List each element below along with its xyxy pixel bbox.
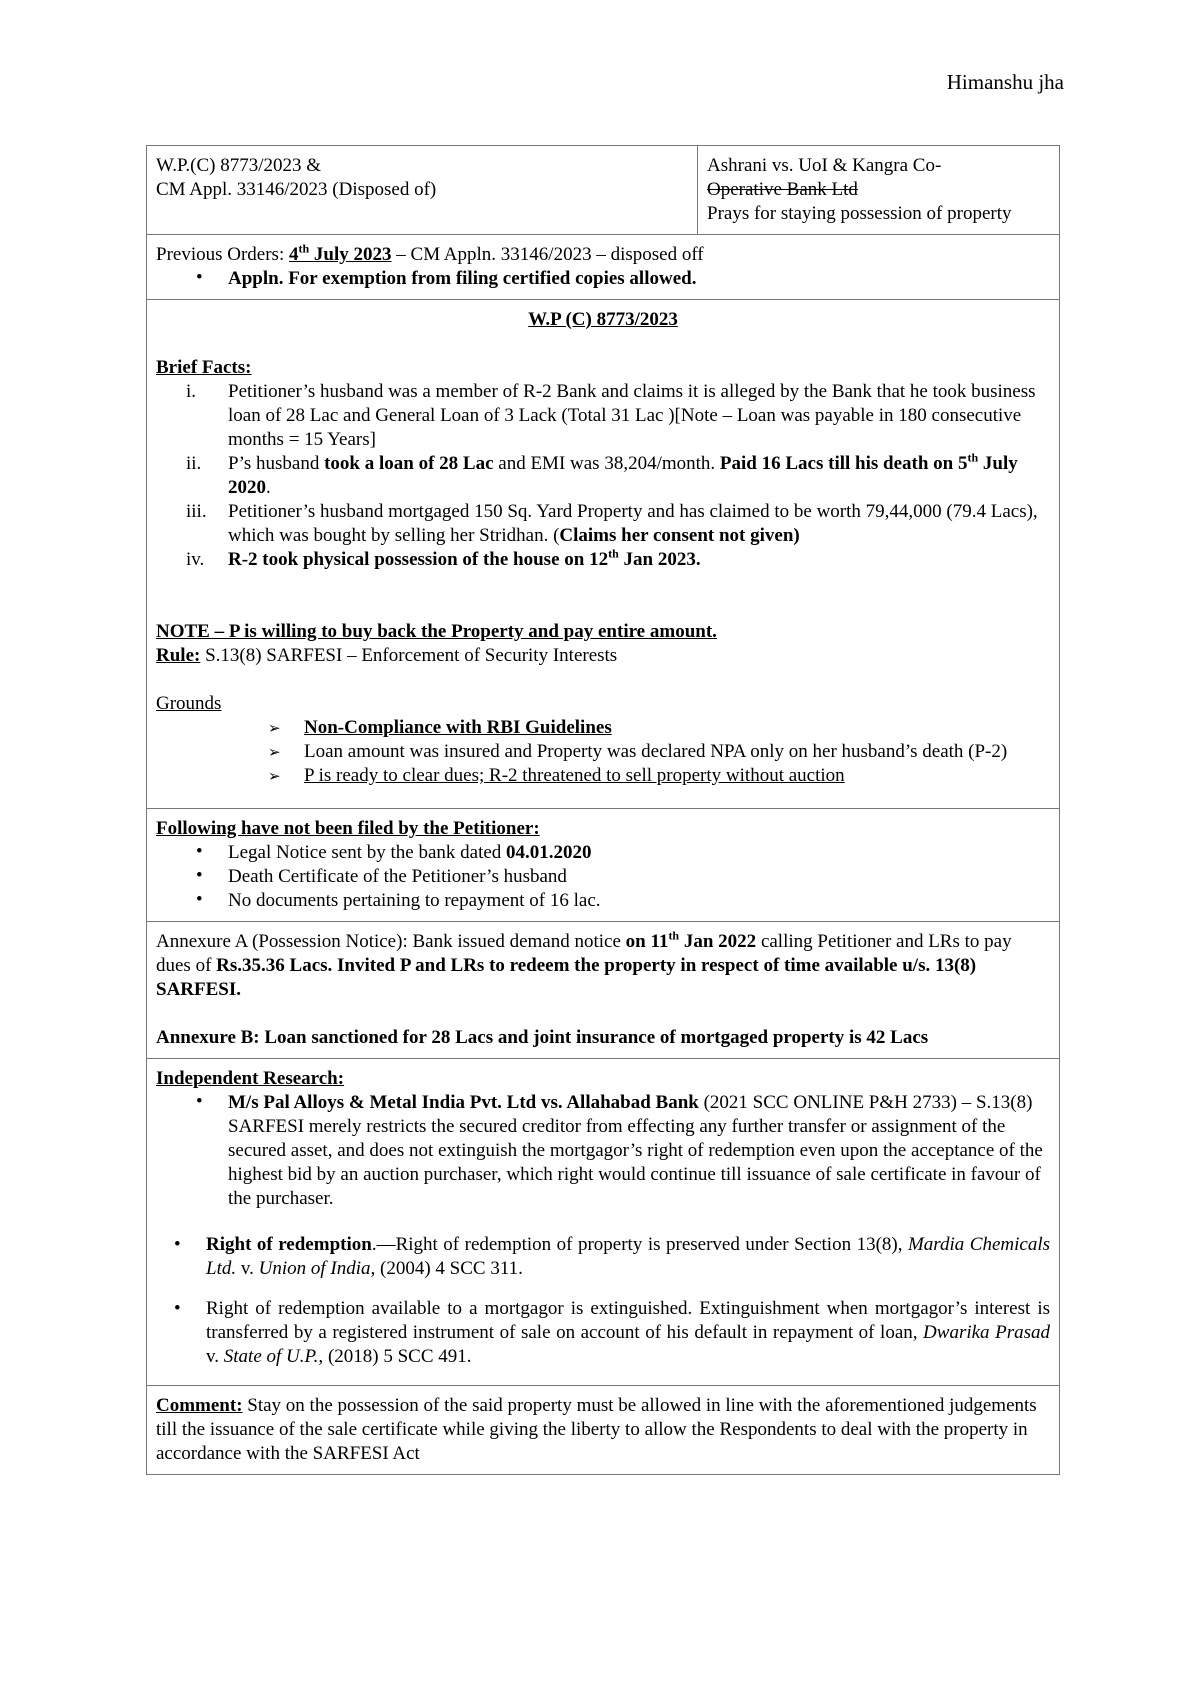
not-filed-row: [147, 809, 1060, 922]
facts-list: [156, 380, 1050, 572]
previous-orders-list: [156, 267, 1050, 291]
redemption-list: [156, 1233, 1050, 1369]
list-item: • No documents pertaining to repayment of 16 lac.: [196, 889, 1050, 913]
author-name: Himanshu jha: [946, 70, 1064, 94]
previous-orders-label: Previous Orders:: [156, 244, 285, 265]
comment-row: [147, 1386, 1060, 1475]
grounds-list: [156, 716, 1050, 788]
previous-orders-date: 4th July 2023: [288, 241, 392, 265]
research-row: [147, 1059, 1060, 1386]
list-item: iii. Petitioner’s husband mortgaged 150 Sq. Yard Property and has claimed to be worth 79,44,000 (79.4 Lacs), which was bought by selling her Stridhan. (Claims her consent not given): [186, 501, 1038, 546]
comment-text: Comment: Stay on the possession of the said property must be allowed in line with the aforementioned judgements till the issuance of the sale certificate while giving the liberty to allow the Respondents to deal with the property in accordance with the SARFESI Act: [156, 1395, 1037, 1464]
parties-cell: [698, 146, 1060, 235]
not-filed-cell: [147, 809, 1060, 922]
list-item: • Legal Notice sent by the bank dated 04.01.2020: [196, 841, 1050, 865]
list-item: ➢ P is ready to clear dues; R-2 threatened to sell property without auction: [268, 764, 1050, 788]
research-title: Independent Research:: [156, 1068, 345, 1089]
case-number-cell: [147, 146, 698, 235]
annexure-a: Annexure A (Possession Notice): Bank issued demand notice on 11th Jan 2022 calling Petitioner and LRs to pay dues of Rs.35.36 Lacs. Invited P and LRs to redeem the property in respect of time available u/s. 13(8) SARFESI.: [156, 928, 1012, 1000]
brief-facts-label: Brief Facts:: [156, 357, 252, 378]
prayer-text: Prays for staying possession of property: [707, 203, 1012, 224]
header-row: [147, 146, 1060, 235]
case-brief-table: [146, 145, 1060, 1475]
annexures-row: [147, 922, 1060, 1059]
list-item: • M/s Pal Alloys & Metal India Pvt. Ltd vs. Allahabad Bank (2021 SCC ONLINE P&H 2733) – S.13(8) SARFESI merely restricts the secured creditor from effecting any further transfer or assignment of the secured asset, and does not extinguish the mortgagor’s right of redemption even upon the acceptance of the highest bid by an auction purchaser, which right would continue till issuance of sale certificate in favour of the purchaser.: [196, 1091, 1050, 1211]
section-title: W.P (C) 8773/2023: [528, 309, 678, 330]
list-item: iv. R-2 took physical possession of the house on 12th Jan 2023.: [186, 546, 701, 570]
list-item: • Right of redemption.—Right of redemption of property is preserved under Section 13(8), Mardia Chemicals Ltd. v. Union of India, (2004) 4 SCC 311.: [174, 1233, 1050, 1281]
list-item: ➢ Loan amount was insured and Property was declared NPA only on her husband’s death (P-2): [268, 740, 1050, 764]
case-number-line-1: W.P.(C) 8773/2023 &: [156, 155, 322, 176]
parties-line-1: Ashrani vs. UoI & Kangra Co-: [707, 155, 942, 176]
previous-orders-line: [156, 243, 1050, 267]
research-list: [156, 1091, 1050, 1211]
annexure-b: Annexure B: Loan sanctioned for 28 Lacs and joint insurance of mortgaged property is 42 Lacs: [156, 1027, 929, 1048]
main-row: [147, 300, 1060, 809]
not-filed-title: Following have not been filed by the Petitioner:: [156, 818, 540, 839]
note: NOTE – P is willing to buy back the Property and pay entire amount.: [156, 621, 717, 642]
list-item: ➢ Non-Compliance with RBI Guidelines: [268, 716, 1050, 740]
main-cell: [147, 300, 1060, 809]
list-item: • Death Certificate of the Petitioner’s husband: [196, 865, 1050, 889]
case-number-line-2: CM Appl. 33146/2023 (Disposed of): [156, 179, 437, 200]
list-item: ii. P’s husband took a loan of 28 Lac and EMI was 38,204/month. Paid 16 Lacs till his death on 5th July 2020.: [186, 450, 1018, 498]
list-item: • Right of redemption available to a mortgagor is extinguished. Extinguishment when mortgagor’s interest is transferred by a registered instrument of sale on account of his default in repayment of loan, Dwarika Prasad v. State of U.P., (2018) 5 SCC 491.: [174, 1297, 1050, 1369]
previous-orders-cell: [147, 235, 1060, 300]
comment-cell: [147, 1386, 1060, 1475]
previous-orders-text: – CM Appln. 33146/2023 – disposed off: [391, 244, 704, 265]
grounds-label: Grounds: [156, 693, 222, 714]
list-item: i. Petitioner’s husband was a member of R-2 Bank and claims it is alleged by the Bank that he took business loan of 28 Lac and General Loan of 3 Lack (Total 31 Lac )[Note – Loan was payable in 180 consecutive months = 15 Years]: [186, 381, 1036, 450]
not-filed-list: [156, 841, 1050, 913]
rule-line: Rule: S.13(8) SARFESI – Enforcement of Security Interests: [156, 645, 618, 666]
list-item: • Appln. For exemption from filing certified copies allowed.: [196, 267, 1050, 291]
annexures-cell: [147, 922, 1060, 1059]
parties-line-2: Operative Bank Ltd: [707, 179, 858, 200]
previous-orders-row: [147, 235, 1060, 300]
research-cell: [147, 1059, 1060, 1386]
